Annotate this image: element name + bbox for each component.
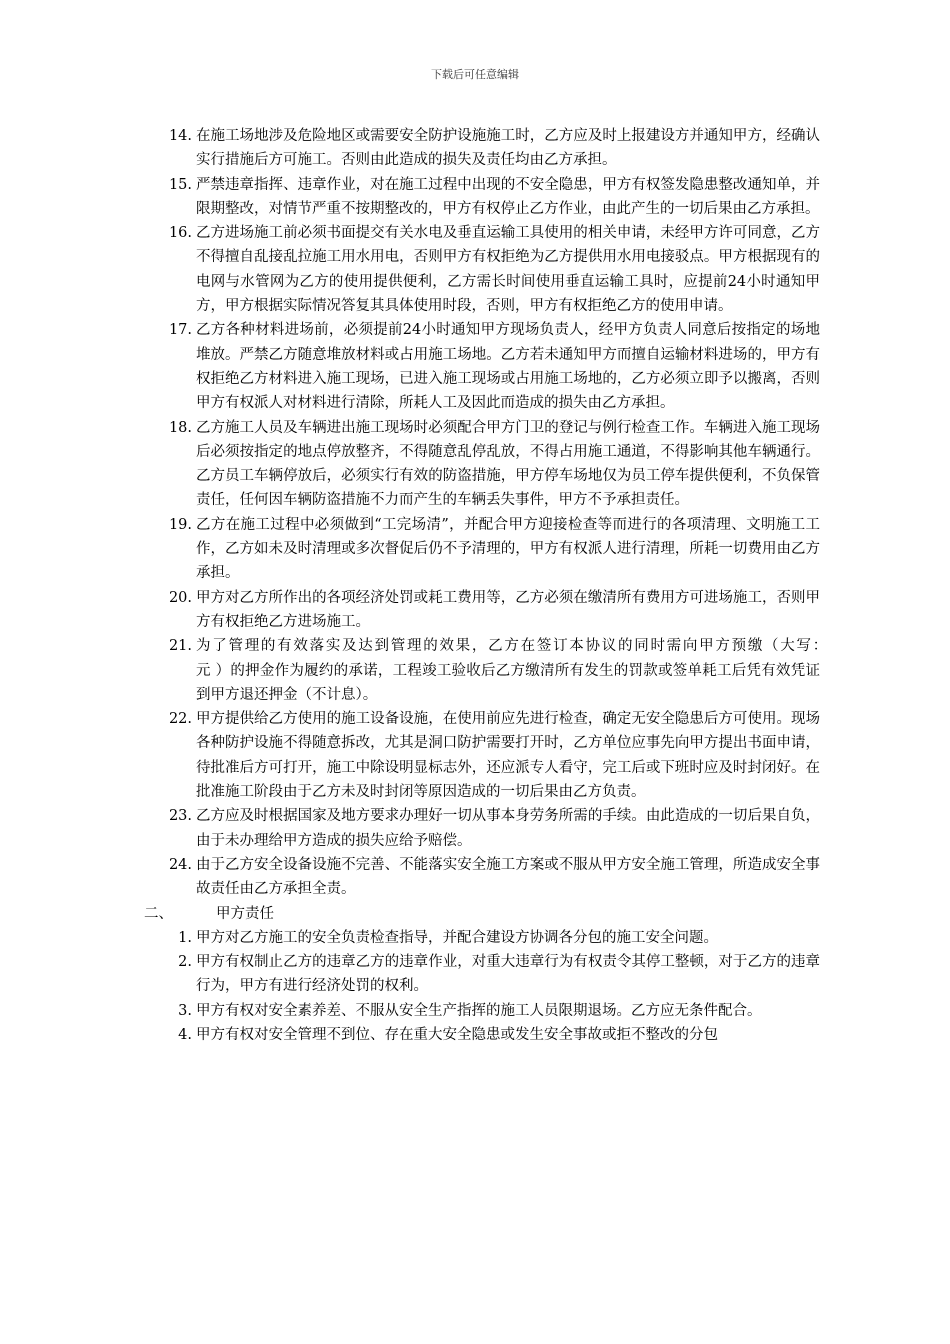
clause-item (140, 221, 820, 318)
clause-item (140, 173, 820, 222)
clause-number: 20. (168, 589, 192, 606)
clause-number: 17. (168, 322, 192, 339)
clause-number: 22. (168, 711, 192, 728)
clause-text: 乙方各种材料进场前，必须提前24小时通知甲方现场负责人，经甲方负责人同意后按指定的场地堆放。严禁乙方随意堆放材料或占用施工场地。乙方若未通知甲方而擅自运输材料进场的，甲方有权拒绝乙方材料进入施工现场，已进入施工现场或占用施工场地的，乙方必须立即予以搬离，否则甲方有权派人对材料进行清除，所耗人工及因此而造成的损失由乙方承担。 (196, 322, 820, 412)
clause-text: 严禁违章指挥、违章作业，对在施工过程中出现的不安全隐患，甲方有权签发隐患整改通知单，并限期整改，对情节严重不按期整改的，甲方有权停止乙方作业，由此产生的一切后果由乙方承担。 (196, 176, 820, 217)
clause-text: 甲方对乙方施工的安全负责检查指导，并配合建设方协调各分包的施工安全问题。 (196, 929, 718, 946)
clause-item (140, 804, 820, 853)
clause-item (140, 318, 820, 415)
clause-item (140, 707, 820, 804)
clause-item (140, 586, 820, 635)
clause-text: 甲方对乙方所作出的各项经济处罚或耗工费用等，乙方必须在缴清所有费用方可进场施工，否则甲方有权拒绝乙方进场施工。 (196, 589, 820, 630)
clause-number: 2. (178, 954, 192, 971)
clause-number: 14. (168, 128, 192, 144)
clause-number: 16. (168, 225, 192, 242)
page-header: 下载后可任意编辑 (431, 68, 519, 81)
clause-item (140, 926, 820, 950)
clause-number: 15. (168, 176, 192, 193)
section-number: 二、 (144, 905, 173, 922)
clause-item (140, 416, 820, 513)
clause-number: 24. (168, 856, 192, 873)
clause-list-part2 (140, 926, 820, 1047)
clause-text: 甲方有权对安全管理不到位、存在重大安全隐患或发生安全事故或拒不整改的分包 (196, 1026, 718, 1043)
clause-text: 甲方提供给乙方使用的施工设备设施，在使用前应先进行检查，确定无安全隐患后方可使用。现场各种防护设施不得随意拆改，尤其是洞口防护需要打开时，乙方单位应事先向甲方提出书面申请，待批准后方可打开，施工中除设明显标志外，还应派专人看守，完工后或下班时应及时封闭好。在批准施工阶段由于乙方未及时封闭等原因造成的一切后果由乙方负责。 (196, 711, 820, 801)
clause-list-part1 (140, 124, 878, 902)
clause-number: 4. (178, 1026, 192, 1043)
clause-text: 在施工场地涉及危险地区或需要安全防护设施施工时，乙方应及时上报建设方并通知甲方，经确认实行措施后方可施工。否则由此造成的损失及责任均由乙方承担。 (196, 128, 820, 169)
clause-number: 18. (168, 419, 192, 436)
clause-text: 乙方施工人员及车辆进出施工现场时必须配合甲方门卫的登记与例行检查工作。车辆进入施工现场后必须按指定的地点停放整齐，不得随意乱停乱放，不得占用施工通道，不得影响其他车辆通行。乙方员工车辆停放后，必须实行有效的防盗措施，甲方停车场地仅为员工停车提供便利，不负保管责任，任何因车辆防盗措施不力而产生的车辆丢失事件，甲方不予承担责任。 (196, 419, 820, 509)
clause-text: 为了管理的有效落实及达到管理的效果，乙方在签订本协议的同时需向甲方预缴（大写： 元 ）的押金作为履约的承诺，工程竣工验收后乙方缴清所有发生的罚款或签单耗工后凭有效凭证到甲方退还押金（不计息）。 (196, 638, 878, 703)
clause-text: 甲方有权对安全素养差、不服从安全生产指挥的施工人员限期退场。乙方应无条件配合。 (196, 1002, 762, 1019)
clause-item (140, 950, 820, 999)
clause-number: 21. (168, 638, 192, 655)
clause-text: 乙方应及时根据国家及地方要求办理好一切从事本身劳务所需的手续。由此造成的一切后果自负，由于未办理给甲方造成的损失应给予赔偿。 (196, 808, 820, 849)
clause-item (140, 513, 820, 586)
document-body (140, 124, 878, 1047)
clause-item (140, 1023, 820, 1047)
clause-number: 1. (178, 929, 192, 946)
clause-item (140, 853, 820, 902)
clause-number: 3. (178, 1002, 192, 1019)
clause-item (140, 999, 820, 1023)
section-title: 甲方责任 (216, 905, 274, 922)
clause-number: 19. (168, 516, 192, 533)
clause-text: 由于乙方安全设备设施不完善、不能落实安全施工方案或不服从甲方安全施工管理，所造成安全事故责任由乙方承担全责。 (196, 856, 820, 898)
clause-text: 甲方有权制止乙方的违章乙方的违章作业，对重大违章行为有权责令其停工整顿，对于乙方的违章行为，甲方有进行经济处罚的权利。 (196, 954, 820, 995)
clause-text: 乙方进场施工前必须书面提交有关水电及垂直运输工具使用的相关申请，未经甲方许可同意，乙方不得擅自乱接乱拉施工用水用电，否则甲方有权拒绝为乙方提供用水用电接驳点。甲方根据现有的电网与水管网为乙方的使用提供便利，乙方需长时间使用垂直运输工具时，应提前24小时通知甲方，甲方根据实际情况答复其具体使用时段，否则，甲方有权拒绝乙方的使用申请。 (196, 225, 820, 315)
clause-item (140, 124, 820, 173)
clause-number: 23. (168, 808, 192, 825)
clause-text: 乙方在施工过程中必须做到“工完场清”，并配合甲方迎接检查等而进行的各项清理、文明施工工作，乙方如未及时清理或多次督促后仍不予清理的，甲方有权派人进行清理，所耗一切费用由乙方承担。 (196, 516, 820, 582)
section-heading (140, 902, 820, 926)
clause-item (140, 634, 878, 707)
